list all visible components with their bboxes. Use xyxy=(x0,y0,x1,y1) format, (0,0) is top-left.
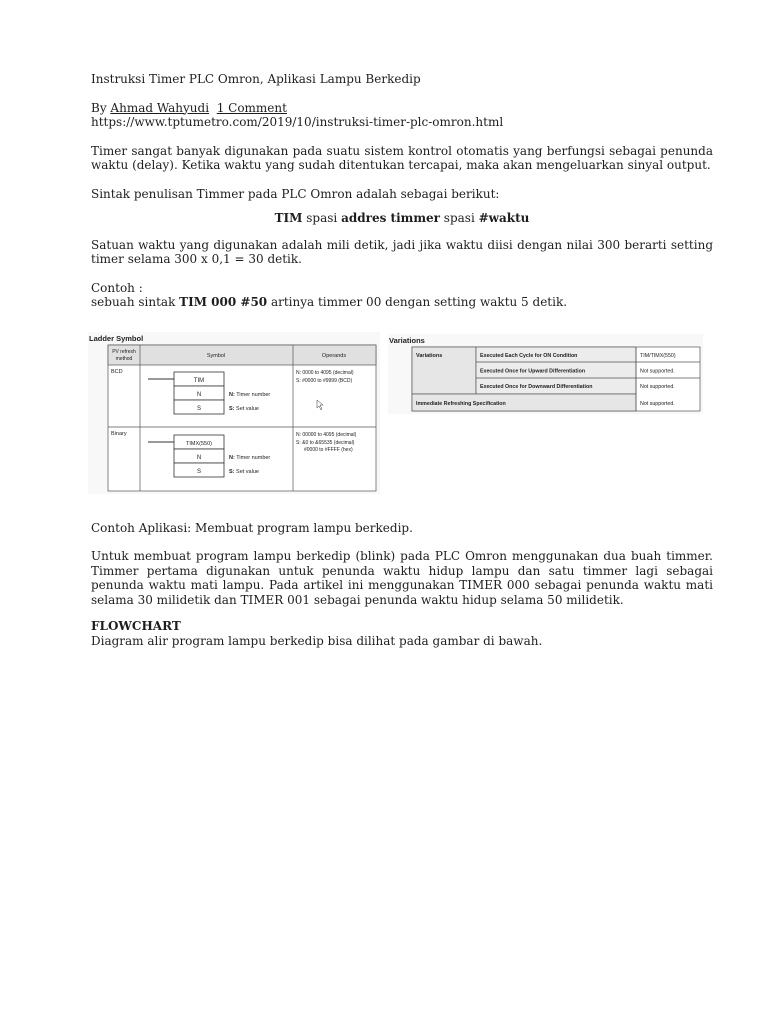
ladder-bin-s-bold: S: xyxy=(229,468,235,475)
ladder-bin-s: S xyxy=(196,468,202,475)
ladder-bcd-label: BCD xyxy=(111,368,123,375)
ladder-bin-op3: #0000 to #FFFF (hex) xyxy=(304,446,353,453)
variations-row3-val: Not supported. xyxy=(640,383,675,390)
ladder-bcd-op1: N: 0000 to 4095 (decimal) xyxy=(296,369,354,376)
flowchart-heading: FLOWCHART xyxy=(91,619,181,633)
ladder-bcd-n: N xyxy=(196,391,202,398)
contoh-label: Contoh : xyxy=(91,280,143,295)
svg-text:N: Timer number xyxy=(229,455,270,461)
contoh-pre: sebuah sintak xyxy=(91,295,180,309)
syntax-intro: Sintak penulisan Timmer pada PLC Omron adalah sebagai berikut: xyxy=(91,186,500,201)
ladder-col1-line2: method xyxy=(115,355,133,362)
source-url: https://www.tptumetro.com/2019/10/instruksi-timer-plc-omron.html xyxy=(91,115,504,129)
doc-title: Instruksi Timer PLC Omron, Aplikasi Lampu Berkedip xyxy=(91,72,421,86)
ladder-bin-op1: N: 00000 to 4095 (decimal) xyxy=(296,431,357,438)
ladder-bin-op2: S: &0 to &65535 (decimal) xyxy=(296,439,355,446)
ladder-title: Ladder Symbol xyxy=(89,333,144,343)
author-link[interactable]: Ahmad Wahyudi xyxy=(110,100,210,115)
variations-row1: Executed Each Cycle for ON Condition xyxy=(480,352,578,359)
ladder-bin-n: N xyxy=(196,454,202,461)
timer-figure xyxy=(88,332,713,502)
variations-row4: Immediate Refreshing Specification xyxy=(416,400,506,407)
variations-row2-val: Not supported. xyxy=(640,368,675,374)
svg-text:S: Set value xyxy=(229,406,259,412)
contoh-line xyxy=(91,295,713,310)
variations-row2: Executed Once for Upward Differentiation xyxy=(480,368,586,374)
document-page xyxy=(91,72,713,648)
ladder-bin-n-bold: N: xyxy=(229,454,235,461)
syntax-spasi-2: spasi xyxy=(439,211,479,225)
svg-text:N: Timer number xyxy=(229,392,270,398)
variations-row4-val: Not supported. xyxy=(640,400,675,407)
syntax-tim: TIM xyxy=(274,211,303,225)
variations-row1-val: TIM/TIMX(550) xyxy=(640,352,676,359)
variations-title: Variations xyxy=(389,335,425,345)
byline xyxy=(91,101,713,116)
syntax-line xyxy=(91,211,713,226)
aplikasi-line: Contoh Aplikasi: Membuat program lampu berkedip. xyxy=(91,520,413,535)
ladder-bcd-s-bold: S: xyxy=(229,405,235,412)
variations-row3: Executed Once for Downward Differentiation xyxy=(480,383,593,390)
intro-paragraph: Timer sangat banyak digunakan pada suatu sistem kontrol otomatis yang berfungsi sebagai penunda waktu (delay). Ketika waktu yang sudah ditentukan tercapai, maka akan mengeluarkan sinyal output. xyxy=(91,143,713,172)
ladder-binary-label: Binary xyxy=(111,430,127,437)
ladder-col3-header: Operands xyxy=(321,352,347,359)
untuk-paragraph: Untuk membuat program lampu berkedip (blink) pada PLC Omron menggunakan dua buah timmer. Timmer pertama digunakan untuk penunda waktu hidup lampu dan satu timmer lagi sebagai penunda waktu mati lampu. Pada artikel ini menggunakan TIMER 000 sebagai penunda waktu mati selama 30 milidetik dan TIMER 001 sebagai penunda waktu hidup selama 50 milidetik. xyxy=(91,549,713,607)
ladder-bcd-s: S xyxy=(196,405,202,412)
syntax-waktu: #waktu xyxy=(478,211,530,225)
syntax-addres: addres timmer xyxy=(341,211,440,225)
ladder-tim-box: TIM xyxy=(193,377,205,384)
svg-text:S: Set value xyxy=(229,469,259,475)
ladder-symbol-table xyxy=(88,332,380,494)
ladder-col1-line1: PV refresh xyxy=(112,348,136,355)
flowchart-description: Diagram alir program lampu berkedip bisa dilihat pada gambar di bawah. xyxy=(91,633,543,648)
satuan-paragraph: Satuan waktu yang digunakan adalah mili detik, jadi jika waktu diisi dengan nilai 300 berarti setting timer selama 300 x 0,1 = 30 detik. xyxy=(91,237,713,266)
contoh-post: artinya timmer 00 dengan setting waktu 5 detik. xyxy=(267,295,568,309)
ladder-bin-n-text: Timer number xyxy=(234,454,271,461)
variations-table xyxy=(388,334,703,414)
comments-link[interactable]: 1 Comment xyxy=(216,100,287,115)
contoh-code: TIM 000 #50 xyxy=(179,295,268,309)
ladder-bin-s-text: Set value xyxy=(234,468,259,475)
ladder-bcd-s-text: Set value xyxy=(234,405,259,412)
ladder-bcd-op2: S: #0000 to #9999 (BCD) xyxy=(296,377,353,384)
ladder-col2-header: Symbol xyxy=(206,352,226,359)
ladder-bcd-n-text: Timer number xyxy=(234,391,271,398)
byline-by: By xyxy=(91,100,111,115)
variations-variations-cell: Variations xyxy=(416,352,443,359)
syntax-spasi-1: spasi xyxy=(302,211,342,225)
ladder-timx-box: TIMX(550) xyxy=(186,440,212,447)
ladder-bcd-n-bold: N: xyxy=(229,391,235,398)
